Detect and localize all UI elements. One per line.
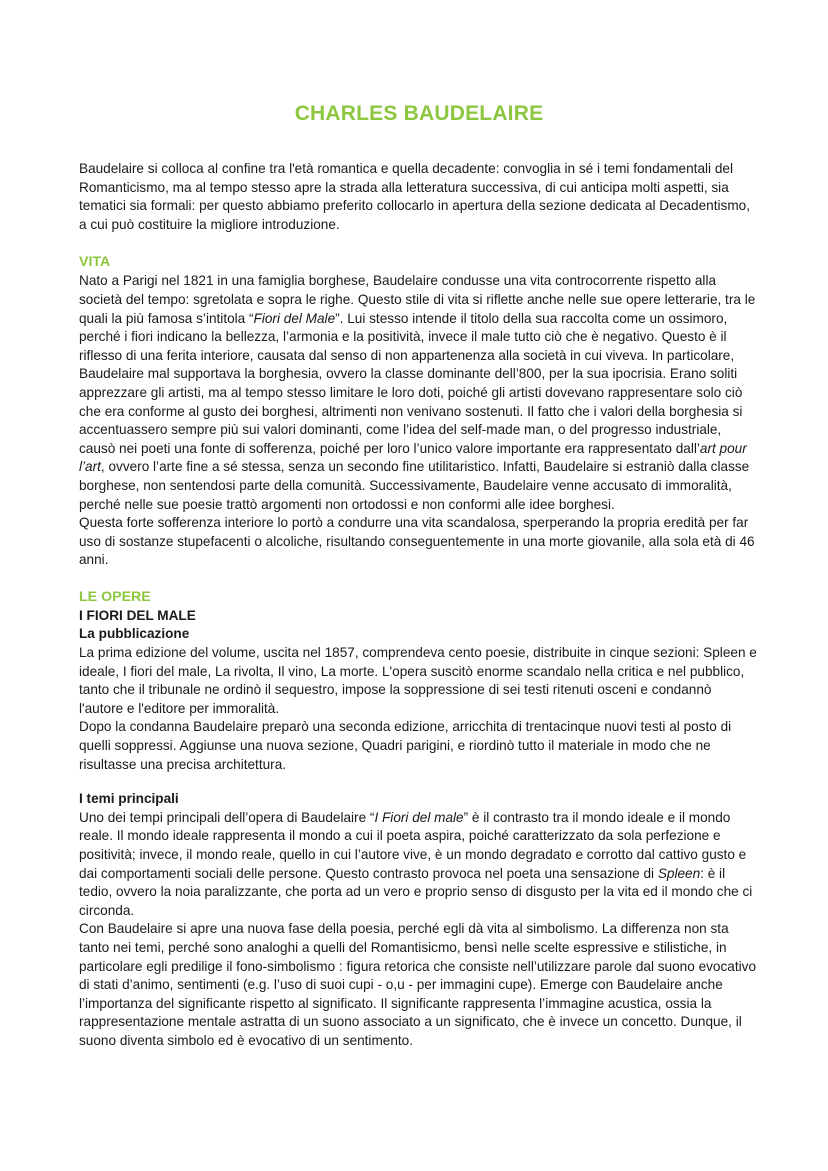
pubblicazione-paragraph-2: Dopo la condanna Baudelaire preparò una seconda edizione, arricchita di trentacinque nuovi testi al posto di quelli soppressi. Aggiunse una nuova sezione, Quadri parigini, e riordinò tutto il materiale in modo che ne risultasse una precisa architettura. — [79, 719, 732, 772]
page-title: CHARLES BAUDELAIRE — [294, 102, 544, 125]
vita-paragraph-1: Nato a Parigi nel 1821 in una famiglia borghese, Baudelaire condusse una vita controcorrente rispetto alla società del tempo: sgretolata e sopra le righe. Questo stile di vita si riflette anche nelle sue opere letterarie, tra le quali la più famosa s’intitola “Fiori del Male”. Lui stesso intende il titolo della sua raccolta come un ossimoro, perché i fiori indicano la bellezza, l’armonia e la positività, invece il male tutto ciò che è negativo. Questo è il riflesso di una ferita interiore, causata dal senso di non appartenenza alla società in cui viveva. In particolare, Baudelaire mal supportava la borghesia, ovvero la classe dominante dell’800, per la sua ipocrisia. Erano soliti apprezzare gli artisti, ma al tempo stesso limitare le loro doti, poiché gli artisti dovevano rappresentare solo ciò che era conforme al gusto dei borghesi, altrimenti non venivano sostenuti. Il fatto che i valori della borghesia si accentuassero sempre più sui valori dominanti, come l’idea del self-made man, o del progresso industriale, causò nei poeti una fonte di sofferenza, poiché per loro l’unico valore importante era rappresentato dall’art pour l’art, ovvero l’arte fine a sé stessa, senza un secondo fine utilitaristico. Infatti, Baudelaire si estraniò dalla classe borghese, non sentendosi parte della comunità. Successivamente, Baudelaire venne accusato di immoralità, perché nelle sue poesie trattò argomenti non ortodossi e non conformi alle idee borghesi. — [79, 273, 756, 512]
temi-paragraph-2: Con Baudelaire si apre una nuova fase della poesia, perché egli dà vita al simbolismo. La differenza non sta tanto nei temi, perché sono analoghi a quelli del Romantisicmo, bensì nelle scelte espressive e stilistiche, in particolare egli predilige il fono-simbolismo : figura retorica che consiste nell’utilizzare parole dal suono evocativo di stati d’animo, sentimenti (e.g. l’uso di suoi cupi - o,u - per immagini cupe). Emerge con Baudelaire anche l’importanza del significante rispetto al significato. Il significante rappresenta l’immagine acustica, ossia la rappresentazione mentale astratta di un suono associato a un significato, che è invece un concetto. Dunque, il suono diventa simbolo ed è evocativo di un sentimento. — [79, 921, 757, 1048]
pubblicazione-paragraph-1: La prima edizione del volume, uscita nel 1857, comprendeva cento poesie, distribuite in cinque sezioni: Spleen e ideale, I fiori del male, La rivolta, Il vino, La morte. L'opera suscitò enorme scandalo nella critica e nel pubblico, tanto che il tribunale ne ordinò il sequestro, impose la soppressione di sei testi ritenuti osceni e condannò l'autore e l'editore per immoralità. — [79, 645, 757, 716]
section-heading-vita: VITA — [79, 254, 111, 271]
temi-paragraph-1: Uno dei tempi principali dell’opera di Baudelaire “I Fiori del male” è il contrasto tra il mondo ideale e il mondo reale. Il mondo ideale rappresenta il mondo a cui il poeta aspira, poiché caratterizzato da sola perfezione e positività; invece, il mondo reale, quello in cui l’autore vive, è un mondo degradato e corrotto dal cattivo gusto e dai comportamenti sociali delle persone. Questo contrasto provoca nel poeta una sensazione di Spleen: è il tedio, ovvero la noia paralizzante, che porta ad un vero e proprio senso di disgusto per la vita ed il mondo che ci circonda. — [79, 809, 753, 918]
work-title: I FIORI DEL MALE — [79, 607, 196, 623]
document-page — [79, 98, 759, 1051]
intro-paragraph: Baudelaire si colloca al confine tra l'età romantica e quella decadente: convoglia in sé i temi fondamentali del Romanticismo, ma al tempo stesso apre la strada alla letteratura successiva, di cui anticipa molti aspetti, sia tematici sia formali: per questo abbiamo preferito collocarlo in apertura della sezione dedicata al Decadentismo, a cui può costituire la migliore introduzione. — [79, 161, 750, 232]
subheading-pubblicazione: La pubblicazione — [79, 626, 190, 642]
section-heading-opere: LE OPERE — [79, 588, 151, 605]
subheading-temi: I temi principali — [79, 791, 179, 807]
vita-paragraph-2: Questa forte sofferenza interiore lo portò a condurre una vita scandalosa, sperperando la propria eredità per far uso di sostanze stupefacenti o alcoliche, risultando conseguentemente in una morte giovanile, alla sola età di 46 anni. — [79, 515, 755, 568]
